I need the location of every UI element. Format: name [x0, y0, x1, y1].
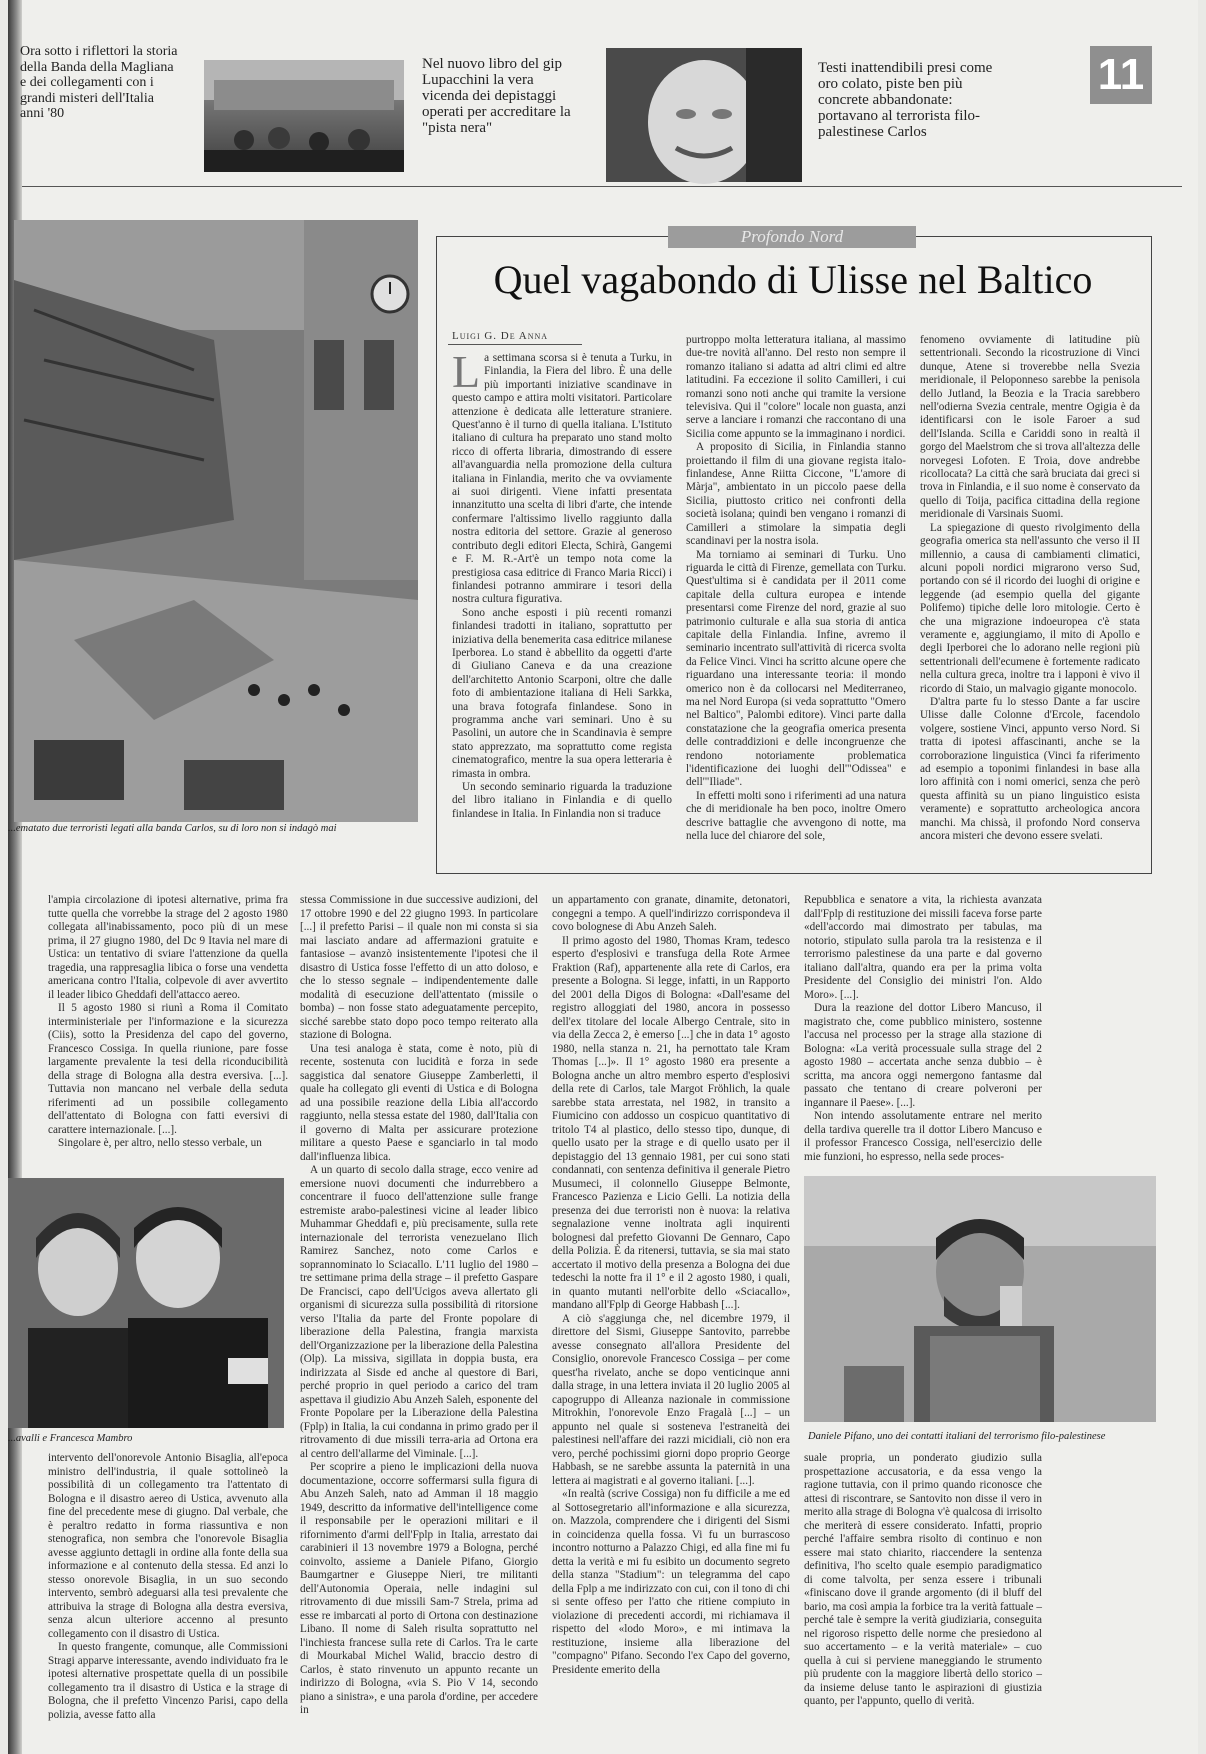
lower-paragraph: Il primo agosto del 1980, Thomas Kram, tedesco esperto d'esplosivi e transfuga della Rote Armee Fraktion (Raf), appartenente alla rete di Carlos, era presente a Bologna. Si legge, infatti, in un Rapporto del 2001 della Digos di Bologna: «Dall'esame del registro alloggiati del 1980, ancora in possesso dell'ex titolare del locale Albergo Centrale, sito in via della Zecca 2, è emerso [...] che in data 1° agosto 1980, nella stanza n. 21, ha pernottato tale Kram Thomas [...]». Il 1° agosto 1980 era presente a Bologna anche un altro membro esperto d'esplosivi della rete di Carlos, tale Margot Fröhlich, la quale sarebbe stata arrestata, nel 1982, in transito a Fiumicino con addosso un cospicuo quantitativo di tritolo T4 al plastico, dello stesso tipo, dunque, di quello usato per la strage e di quello usato per il depistaggio del 13 gennaio 1981, per cui sono stati condannati, con sentenza definitiva il generale Pietro Musumeci, il colonnello Giuseppe Belmonte, Francesco Pazienza e Licio Gelli. La notizia della presenza dei due terroristi non è nuova: la relativa segnalazione venne inoltrata agli inquirenti bolognesi dal prefetto Giovanni De Gennaro, Capo della Polizia. È da ritenersi, tuttavia, se sia mai stato accertato il motivo della presenza a Bologna dei due tedeschi la notte fra il 1° e il 2 agosto 1980, i quali, in quanto mutanti nell'orbite dello «Sciacallo», mandano all'Fplp di George Habbash [...].	[552, 934, 790, 1311]
lower-column-4a	[804, 894, 1042, 1163]
article-paragraph: a settimana scorsa si è tenuta a Turku, in Finlandia, la Fiera del libro. È una delle più importanti iniziative scandinave in questo campo e attira molti visitatori. Particolare attenzione è dedicata alle letterature straniere. Quest'anno è il turno di quella italiana. L'Istituto italiano di cultura ha preparato uno stand molto ricco di offerta libraria, dimostrando di essere all'avanguardia nella promozione della cultura italiana in Finlandia, merito che va ovviamente ai suoi dirigenti. Viene infatti presentata innanzitutto una scelta di libri d'arte, che intende confermare l'altissimo livello raggiunto dalla nostra editoria del settore. Grazie al generoso contributo degli editori Electa, Schirà, Gangemi e F. M. R.-Art'è un tempo nota come la prestigiosa casa editrice di Franco Maria Ricci) i finlandesi potranno ammirare i tesori della nostra cultura figurativa.	[452, 352, 672, 606]
courtroom-photo	[204, 60, 404, 172]
article-paragraph: Un secondo seminario riguarda la traduzione del libro italiano in Finlandia e di quello finlandese in Italia. In Finlandia non si traduce	[452, 781, 672, 820]
lower-paragraph: Non intendo assolutamente entrare nel merito della tardiva querelle tra il dottor Libero Mancuso e il professor Francesco Cossiga, nell'esercizio delle mie funzioni, ho espresso, nella sede proces-	[804, 1110, 1042, 1163]
teaser-banda-magliana: Ora sotto i riflettori la storia della Banda della Magliana e dei collegamenti con i grandi misteri dell'Italia anni '80	[20, 44, 178, 121]
article-column-2	[686, 334, 906, 868]
byline-rule	[448, 344, 582, 345]
lower-column-4b	[804, 1452, 1042, 1752]
article-paragraph: fenomeno ovviamente di latitudine più settentrionali. Secondo la ricostruzione di Vinci dunque, Atene si troverebbe nella Svezia meridionale, il Peloponneso sarebbe la penisola dello Jutland, la Beozia e la Tracia sarebbero nell'odierna Svezia centrale, mentre Ogigia è da identificarsi con le isole Faroer a sud dell'Islanda. Scilla e Cariddi sono in realtà il gorgo del Maelstrom che si trova all'altezza delle norvegesi Lofoten. E Troia, dove andrebbe ricollocata? La città che sarà bruciata dai greci si trova in Finlandia, e il suo nome è conservato da quello di Toija, pacifica cittadina della regione meridionale di Varsinais Suomi.	[920, 334, 1140, 521]
lower-paragraph: l'ampia circolazione di ipotesi alternative, prima fra tutte quella che vorrebbe la strage del 2 agosto 1980 collegata all'inabissamento, poco più di un mese prima, il 27 giugno 1980, del Dc 9 Itavia nel mare di Ustica: un tentativo di sviare l'attenzione da quella tragedia, una rappresaglia libica o forse una vendetta americana contro l'Italia, colpevole di aver avvertito il leader libico Gheddafi dell'attacco aereo.	[48, 894, 288, 1001]
bologna-station-photo	[14, 220, 418, 822]
article-paragraph: Ma torniamo ai seminari di Turku. Uno riguarda le città di Firenze, gemellata con Turku. Quest'ultima si è candidata per il 2011 come capitale della cultura europea e intende presentarsi come Firenze del nord, grazie al suo patrimonio culturale e alla sua storia di antica capitale della Finlandia. Infine, avremo il seminario incentrato sull'attività di ricerca svolta da Felice Vinci. Vinci ha scritto alcune opere che riguardano una interessante teoria: il mondo omerico non è da collocarsi nel Mediterraneo, ma nel Nord Europa (si veda soprattutto "Omero nel Baltico", Palombi editore). Vinci parte dalla constatazione che la geografia omerica presenta delle contraddizioni e delle incongruenze che rendono notoriamente problematica l'identificazione dei luoghi dell'"Odissea" e dell'"Iliade".	[686, 548, 906, 789]
lower-paragraph: suale propria, un ponderato giudizio sulla prospettazione accusatoria, e da essa vengo la ragione tuttavia, con il primo quando riconosce che attesi di riscontrare, se Santovito non disse il vero in merito alla strage di Bologna v'è qualcosa di irrisolto che meriterà di essere considerato. Infatti, proprio perché l'affaire sembra risolto di continuo e non essere mai stato chiarito, riaccendere la sentenza definitiva, l'ho scelto quale esempio paradigmatico di come talvolta, per senza essere i tribunali «finiscano dove il grande argomento (di il bluff del bario, ma così ampia la forbice tra la verità fattuale – perché tale è sempre la verità giudiziaria, conseguita nel rigoroso rispetto delle norme che presiedono al suo accertamento – e la verità materiale» – cuo quella à cui si perviene maneggiando le strumento più prudente con la maggiore libertà dello storico – da insieme deluse tanto le aspirazioni di giustizia quanto, per l'appunto, quello di verità.	[804, 1452, 1042, 1707]
fioravanti-mambro-photo	[8, 1178, 284, 1428]
carlos-portrait-graphic	[606, 48, 802, 182]
lower-paragraph: A ciò s'aggiunga che, nel dicembre 1979, il direttore del Sismi, Giuseppe Santovito, parrebbe avesse consegnato all'allora Presidente del Consiglio, onorevole Francesco Cossiga – per come quest'ha rivelato, anche se dopo venticinque anni dalla strage, in una lettera inviata il 20 luglio 2005 al capogruppo di Alleanza nazionale in commissione Mitrokhin, l'onorevole Enzo Fragalà [...] – un appunto nel quale si sosteneva l'estraneità dei palestinesi nell'affare dei razzi micidiali, ciò non era vero, perché pochissimi giorni dopo proprio George Habbash, se ne sarebbe assunta la paternità in una lettera ai magistrati e al governo italiani. [...].	[552, 1312, 790, 1487]
lower-paragraph: Singolare è, per altro, nello stesso verbale, un	[58, 1137, 262, 1149]
lower-paragraph: Per scoprire a pieno le implicazioni della nuova documentazione, occorre soffermarsi sulla figura di Abu Anzeh Saleh, nato ad Amman il 18 maggio 1949, descritto da informative dell'intelligence come il responsabile per le operazioni militari e il rifornimento d'armi dell'Fplp in Italia, arrestato dai carabinieri il 13 novembre 1979 a Bologna, perché coinvolto, assieme a Daniele Pifano, Giorgio Baumgartner e Giuseppe Nieri, tre militanti dell'Autonomia Operaia, nelle indagini sul ritrovamento di due missili Sam-7 Strela, prima ad esse re imbarcati al porto di Ortona con destinazione Libano. Il nome di Saleh risulta soprattutto nel l'inchiesta francese sulla rete di Carlos. Tra le carte di Mourkabal Michel Walid, braccio destro di Carlos, è stato rinvenuto un appunto recante un indirizzo di Bologna, «via S. Pio V 14, secondo piano a sinistra», e una parola d'ordine, per accedere in	[300, 1461, 538, 1716]
pifano-graphic	[804, 1176, 1156, 1422]
lower-paragraph: intervento dell'onorevole Antonio Bisaglia, all'epoca ministro dell'industria, il quale sottolineò la possibilità di un collegamento tra l'attentato di Bologna e il disastro aereo di Ustica, avvenuto alla fine del precedente mese di giugno. Dal verbale, che è peraltro redatto in forma riassuntiva e non stenografica, non sembra che l'onorevole Bisaglia avesse aggiunto dettagli in ordine alla fonte della sua informazione e al contenuto della stessa. Ed anzi lo stesso onorevole Bisaglia, in un suo secondo intervento, sembrò adeguarsi alla tesi prevalente che attribuiva la strage di Bologna alla destra eversiva, senza alcun ulteriore accenno al presunto collegamento con il disastro di Ustica.	[48, 1452, 288, 1640]
article-byline: Luigi G. De Anna	[452, 330, 549, 342]
lower-column-1a	[48, 894, 288, 1164]
dropcap: L	[452, 346, 481, 397]
lower-paragraph: Il 5 agosto 1980 si riunì a Roma il Comitato interministeriale per l'informazione e la sicurezza (Ciis), sotto la Presidenza del capo del governo, Francesco Cossiga. In quella riunione, pare fosse largamente prevalente la tesi della riconducibilità della strage di Bologna alla destra eversiva. [...]. Tuttavia non mancano nel verbale della seduta riferimenti ad un possibile collegamento dell'attentato di Bologna con fatti eversivi di carattere internazionale. [...].	[48, 1002, 288, 1136]
pifano-photo	[804, 1176, 1156, 1422]
lower-paragraph: A un quarto di secolo dalla strage, ecco venire ad emersione nuovi documenti che indurrebbero a concentrare il fuoco dell'attenzione sulle frange estremiste arabo-palestinesi vicine al leader libico Muhammar Gheddafi e, più precisamente, sulla rete internazionale del terrorista venezuelano Ilich Ramirez Sanchez, noto come Carlos e soprannominato lo Sciacallo. L'11 luglio del 1980 – tre settimane prima della strage – il prefetto Gaspare De Francisci, capo dell'Ucigos aveva allertato gli organismi di sicurezza sulla possibilità di ritorsione verso l'Italia da parte del Fronte popolare di liberazione della Palestina, frangia marxista dell'Organizzazione per la liberazione della Palestina (Olp). La missiva, sigillata in doppia busta, era indirizzata al Sisde ed anche al questore di Bari, perché proprio in quel periodo a carico del tram aspettava il giudizio Abu Anzeh Saleh, esponente del Fronte Popolare per la Liberazione della Palestina (Fplp) in Italia, la cui condanna in primo grado per il ritrovamento di due missili terra-aria ad Ortona era al centro dell'allarme del Viminale. [...].	[300, 1164, 538, 1460]
lower-paragraph: un appartamento con granate, dinamite, detonatori, congegni a tempo. A quell'indirizzo corrispondeva il covo bolognese di Abu Anzeh Saleh.	[552, 894, 790, 933]
page-number: 11	[1090, 46, 1152, 104]
article-paragraph: La spiegazione di questo rivolgimento della geografia omerica sta nell'assunto che verso il II millennio, a causa di cambiamenti climatici, alcuni popoli nordici migrarono verso Sud, portando con sé il ricordo dei luoghi di origine e leggende (ad esempio quella del gigante Polifemo) tipiche delle loro mitologie. Certo è che una migrazione indoeuropea c'è stata veramente e, aggiungiamo, il mito di Apollo e degli Iperborei che lo adorano nelle regioni più settentrionali dell'ecumene è fortemente radicato nella cultura greca, inoltre tra i lapponi è vivo il ricordo di Staio, un malvagio gigante monocolo.	[920, 521, 1140, 695]
teaser-carlos: Testi inattendibili presi come oro colato, piste ben più concrete abbandonate: portavano al terrorista filo-palestinese Carlos	[818, 60, 993, 140]
article-paragraph: D'altra parte fu lo stesso Dante a far uscire Ulisse dalle Colonne d'Ercole, facendolo volgere, sostiene Vinci, appunto verso Nord. Si tratta di ipotesi affascinanti, anche se la corroborazione linguistica (Vinci fa riferimento ad esempio a toponimi finlandesi in base alla loro affinità con i nomi omerici, senza che però questa affinità su un piano linguistico esista veramente) e soprattutto archeologica ancora manchi. Ma chissà, il profondo Nord conserva ancora misteri che devono essere svelati.	[920, 695, 1140, 843]
lower-column-1b	[48, 1452, 288, 1752]
carlos-portrait-photo	[606, 48, 802, 182]
newspaper-page	[8, 0, 1198, 1754]
lower-paragraph: Dura la reazione del dottor Libero Mancuso, il magistrato che, come pubblico ministero, sostenne l'accusa nel processo per la strage alla stazione di Bologna: «La verità processuale sulla strage del 2 agosto 1980 – accertata anche senza dubbio – è scritta, ma ancora oggi nemergono fantasme dal passato che tentano di creare polveroni per ingannare il Paese». [...].	[804, 1002, 1042, 1109]
lower-paragraph: stessa Commissione in due successive audizioni, del 17 ottobre 1990 e del 22 giugno 1993. In particolare [...] il prefetto Parisi – il quale non mi consta si sia mai lasciato andare ad affermazioni gratuite e fantasiose – avanzò insistentemente l'ipotesi che il disastro di Ustica fosse l'effetto di un atto doloso, e che lo stesso segnale – indipendentemente dalle modalità di esecuzione dell'attentato (missile o bomba) – non fosse stato adeguatamente percepito, sicché sarebbe stato dopo poco tempo reiterato alla stazione di Bologna.	[300, 894, 538, 1041]
article-headline: Quel vagabondo di Ulisse nel Baltico	[493, 257, 1093, 302]
top-strip-rule	[22, 186, 1182, 187]
article-paragraph: In effetti molti sono i riferimenti ad una natura che di meridionale ha ben poco, inoltre Omero descrive battaglie che avvengono di notte, ma nella luce del chiarore del sole,	[686, 789, 906, 843]
couple-photo-caption: ...avalli e Francesca Mambro	[8, 1433, 133, 1444]
article-paragraph: purtroppo molta letteratura italiana, al massimo due-tre novità all'anno. Del resto non sempre il romanzo italiano si adatta ad altri climi ed altre latitudini. Fa eccezione il solito Camilleri, i cui romanzi sono noti anche qui tramite la versione televisiva. Qui il "colore" locale non guasta, anzi serve a lanciare i romanzi che raccontano di una Sicilia come appunto se la immaginano i nordici.	[686, 334, 906, 440]
lower-paragraph: «In realtà (scrive Cossiga) non fu difficile a me ed al Sottosegretario all'informazione e alla sicurezza, on. Mazzola, comprendere che i dirigenti del Sismi in coincidenza quella fossa. Vi fu un burrascoso incontro notturno a Palazzo Chigi, ed alla fine mi fu detta la verità e mi fu esibito un documento segreto della stanza "Stadium": un telegramma del capo della Fplp a me indirizzato con cui, con il tono di chi si sente offeso per l'atto che ritiene compiuto in violazione di precedenti accordi, mi richiamava il rispetto del «lodo Moro», e mi intimava la restituzione, insieme alla liberazione del "compagno" Pifano. Secondo l'ex Capo del governo, Presidente emerito della	[552, 1488, 790, 1676]
pifano-photo-caption: Daniele Pifano, uno dei contatti italiani del terrorismo filo-palestinese	[808, 1431, 1106, 1442]
lower-paragraph: Repubblica e senatore a vita, la richiesta avanzata dall'Fplp di restituzione dei missili faceva forse parte «dell'accordo mai dimostrato per tabulas, ma notorio, stipulato sulla parola tra la resistenza e il terrorismo palestinese da una parte e dal governo italiano dall'altra, quando era per la prima volta Presidente del Consiglio dei ministri l'on. Aldo Moro». [...].	[804, 894, 1042, 1001]
courtroom-photo-graphic	[204, 60, 404, 172]
article-column-3	[920, 334, 1140, 868]
lower-column-3	[552, 894, 790, 1752]
article-paragraph: A proposito di Sicilia, in Finlandia stanno proiettando il film di una giovane regista italo-finlandese, Anne Riitta Ciccone, "L'amore di Màrja", ambientato in un piccolo paese della Sicilia, piuttosto critico nei confronti della società isolana; quindi ben vengano i romanzi di Camilleri a stimolare la simpatia degli scandinavi per la nostra isola.	[686, 441, 906, 548]
bologna-station-graphic	[14, 220, 418, 822]
section-kicker: Profondo Nord	[668, 226, 916, 248]
fioravanti-mambro-graphic	[8, 1178, 284, 1428]
article-column-1	[452, 346, 672, 868]
lower-paragraph: In questo frangente, comunque, alle Commissioni Stragi apparve interessante, avendo individuato fra le ipotesi alternative prospettate quella di un possibile collegamento tra il disastro di Ustica e la strage di Bologna, che il prefetto Vincenzo Parisi, capo della polizia, avesse fatto alla	[48, 1641, 288, 1721]
article-paragraph: Sono anche esposti i più recenti romanzi finlandesi tradotti in italiano, soprattutto per iniziativa della benemerita casa editrice milanese Iperborea. Lo stand è abbellito da oggetti d'arte di Giuliano Caneva e da una creazione dell'architetto Antonio Scarponi, oltre che dalle foto di ambientazione italiana di Heli Sarkka, una brava fotografa finlandese. Sono in programma anche vari seminari. Uno è su Pasolini, un autore che in Scandinavia è sempre stato apprezzato, ma soprattutto come regista cinematografico, mentre la sua opera letteraria è rimasta in ombra.	[452, 606, 672, 780]
station-photo-caption: ...ematato due terroristi legati alla banda Carlos, su di loro non si indagò mai	[8, 823, 337, 834]
lower-column-2	[300, 894, 538, 1752]
lower-paragraph: Una tesi analoga è stata, come è noto, più di recente, sostenuta con lucidità e forza in sede saggistica dal senatore Giuseppe Zamberletti, il quale ha collegato gli eventi di Ustica e di Bologna ad una possibile reazione della Libia all'accordo raggiunto, nella stessa estate del 1980, dall'Italia con il governo di Malta per assicurare protezione militare a questo Paese e sganciarlo in tal modo dall'influenza libica.	[300, 1042, 538, 1163]
teaser-lupacchini: Nel nuovo libro del gip Lupacchini la vera vicenda dei depistaggi operati per accreditare la "pista nera"	[422, 56, 571, 136]
